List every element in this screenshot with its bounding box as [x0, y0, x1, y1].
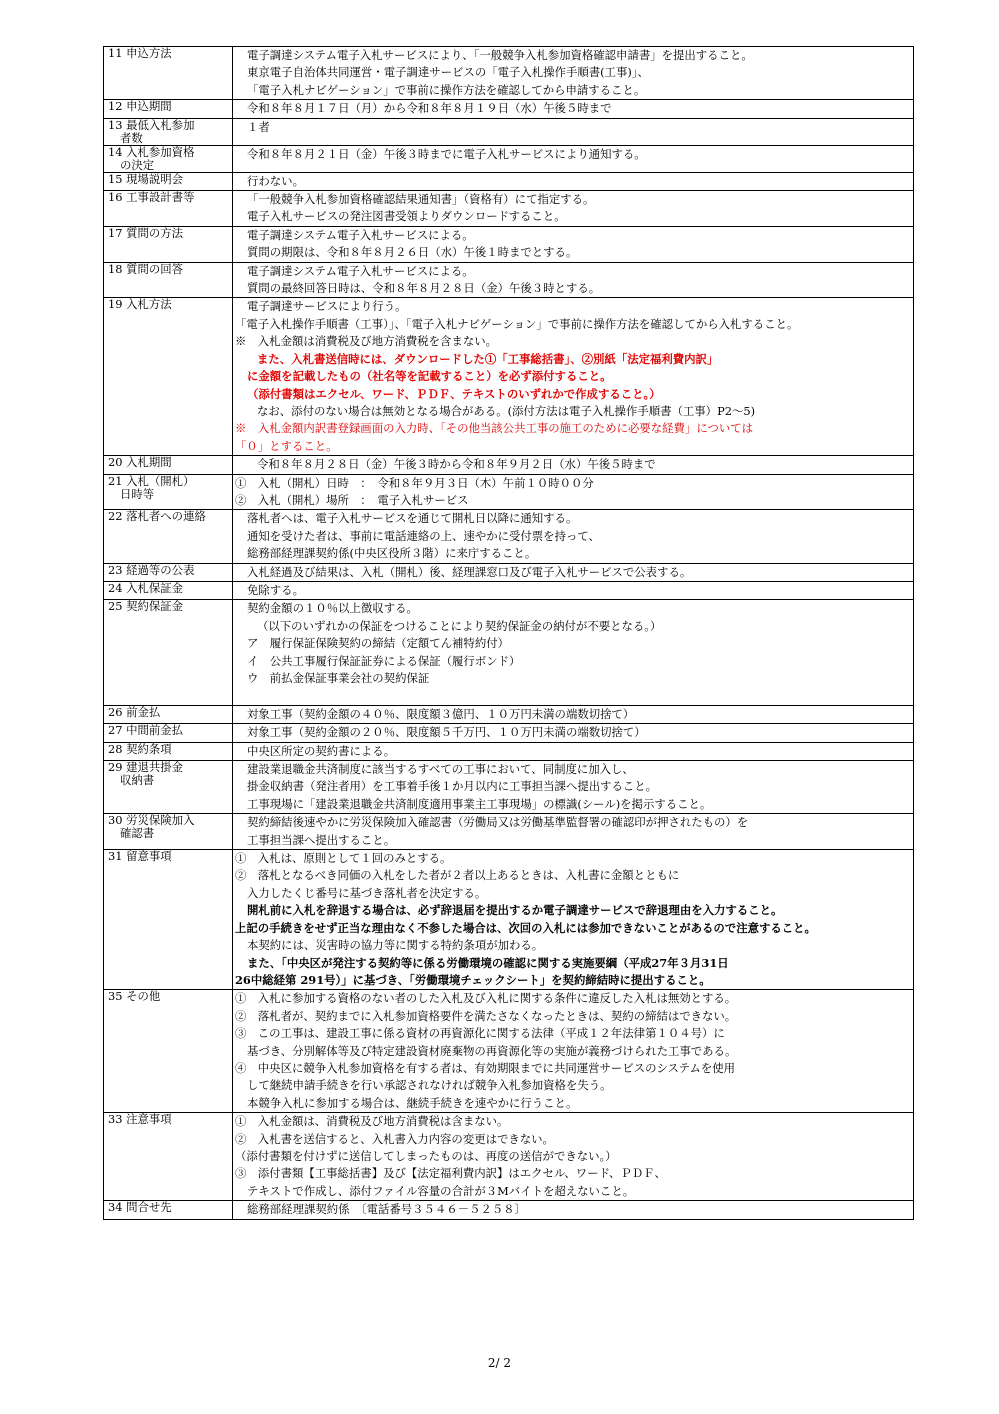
row-content	[233, 100, 914, 118]
row-label	[104, 474, 233, 510]
row-label	[104, 100, 233, 118]
content-line: また、「中央区が発注する契約等に係る労働環境の確認に関する実施要綱（平成27年３月31日	[247, 955, 729, 970]
table-row	[104, 118, 914, 145]
row-content	[233, 298, 914, 456]
content-line: なお、添付のない場合は無効となる場合がある。(添付方法は電子入札操作手順書（工事）P2～5)	[257, 403, 756, 418]
row-label	[104, 761, 233, 814]
content-line: 契約金額の１０％以上徴収する。	[247, 601, 418, 616]
row-label-text: 14 入札参加資格	[108, 144, 195, 159]
content-line: 契約締結後速やかに労災保険加入確認書（労働局又は労働基準監督署の確認印が押されたもの）を	[247, 815, 749, 830]
row-label-text: 18 質問の回答	[108, 261, 184, 276]
content-line: ウ 前払金保証事業会社の契約保証	[247, 671, 430, 685]
row-label-text: 22 落札者への連絡	[108, 509, 206, 524]
content-line: ② 入札書を送信すると、入札書入力内容の変更はできない。	[235, 1131, 554, 1146]
content-line: 入力したくじ番号に基づき落札者を決定する。	[247, 885, 487, 900]
content-line: 落札者へは、電子入札サービスを通じて開札日以降に通知する。	[247, 511, 578, 526]
content-line: ④ 中央区に競争入札参加資格を有する者は、有効期限までに共同運営サービスのシステムを使用	[235, 1060, 736, 1075]
content-line: ② 落札となるべき同価の入札をした者が２者以上あるときは、入札書に金額とともに	[235, 868, 680, 883]
content-line: （添付書類はエクセル、ワード、ＰＤＦ、テキストのいずれかで作成すること。）	[247, 386, 661, 401]
row-content	[233, 705, 914, 723]
content-line: 「電子入札ナビゲーション」で事前に操作方法を確認してから申請すること。	[247, 82, 646, 97]
table-row	[104, 850, 914, 990]
row-label	[104, 724, 233, 742]
row-label-text: の決定	[120, 157, 155, 172]
row-label-text: 15 現場説明会	[108, 171, 184, 186]
row-label	[104, 510, 233, 563]
row-content	[233, 262, 914, 298]
table-row	[104, 145, 914, 172]
row-label-text: 12 申込期間	[108, 99, 172, 114]
content-line: 電子調達システム電子入札サービスによる。	[247, 227, 474, 242]
content-line: 通知を受けた者は、事前に電話連絡の上、速やかに受付票を持って、	[247, 528, 600, 543]
content-line: 電子調達システム電子入札サービスによる。	[247, 263, 474, 278]
content-line: 掛金収納書（発注者用）を工事着手後１か月以内に工事担当課へ提出すること。	[247, 779, 658, 794]
row-label	[104, 581, 233, 599]
row-content	[233, 850, 914, 990]
row-label-text: 30 労災保険加入	[108, 813, 195, 828]
table-row	[104, 510, 914, 563]
content-line: 電子調達サービスにより行う。	[247, 299, 407, 314]
row-label-text: 35 その他	[108, 989, 161, 1004]
row-label	[104, 563, 233, 581]
row-label	[104, 145, 233, 172]
content-line: テキストで作成し、添付ファイル容量の合計が３Mバイトを超えないこと。	[247, 1183, 635, 1198]
row-content	[233, 118, 914, 145]
table-row	[104, 724, 914, 742]
content-line: 「電子入札操作手順書（工事）」、「電子入札ナビゲーション」で事前に操作方法を確認してから入札すること。	[235, 316, 799, 331]
row-label	[104, 600, 233, 705]
table-row	[104, 705, 914, 723]
content-line: （以下のいずれかの保証をつけることにより契約保証金の納付が不要となる。）	[257, 618, 662, 633]
content-line: ① 入札に参加する資格のない者のした入札及び入札に関する条件に違反した入札は無効とする。	[235, 991, 737, 1006]
row-label-text: 収納書	[120, 773, 155, 788]
row-label	[104, 814, 233, 850]
content-line: 基づき、分別解体等及び特定建設資材廃棄物の再資源化等の実施が義務づけられた工事である。	[247, 1043, 737, 1058]
row-content	[233, 47, 914, 100]
table-row	[104, 191, 914, 227]
table-row	[104, 581, 914, 599]
content-line: 「一般競争入札参加資格確認結果通知書」（資格有）にて指定する。	[247, 192, 595, 207]
table-row	[104, 1201, 914, 1219]
row-label	[104, 742, 233, 760]
content-line: 電子入札サービスの発注図書受領よりダウンロードすること。	[247, 209, 566, 224]
table-row	[104, 1113, 914, 1201]
row-label-text: 29 建退共掛金	[108, 760, 184, 775]
table-row	[104, 47, 914, 100]
content-line: 免除する。	[247, 582, 304, 597]
content-line: ① 入札金額は、消費税及び地方消費税は含まない。	[235, 1114, 509, 1129]
row-content	[233, 474, 914, 510]
row-content	[233, 581, 914, 599]
row-label-text: 25 契約保証金	[108, 599, 184, 614]
content-line: 電子調達システム電子入札サービスにより、「一般競争入札参加資格確認申請書」を提出すること。	[247, 48, 753, 62]
row-content	[233, 600, 914, 705]
content-line: に金額を記載したもの（社名等を記載すること）を必ず添付すること。	[247, 369, 612, 384]
table-row	[104, 600, 914, 705]
table-row	[104, 298, 914, 456]
content-line: ② 落札者が、契約までに入札参加資格要件を満たさなくなったときは、契約の締結はできない。	[235, 1008, 737, 1023]
content-line: 入札経過及び結果は、入札（開札）後、経理課窓口及び電子入札サービスで公表する。	[247, 564, 692, 579]
row-content	[233, 456, 914, 474]
content-line: 26中総経第 291号）」に基づき、「労働環境チェックシート」を契約締結時に提出すること。	[235, 972, 711, 987]
row-content	[233, 742, 914, 760]
row-content	[233, 724, 914, 742]
content-line	[235, 687, 911, 704]
content-line: 質問の最終回答日時は、令和８年８月２８日（金）午後３時とする。	[247, 281, 601, 296]
table-row	[104, 563, 914, 581]
row-label-text: 19 入札方法	[108, 297, 172, 312]
table-row	[104, 474, 914, 510]
content-line: 対象工事（契約金額の２０％、限度額５千万円、１０万円未満の端数切捨て）	[247, 725, 646, 740]
content-line: 本契約には、災害時の協力等に関する特約条項が加わる。	[247, 938, 544, 953]
table-row	[104, 814, 914, 850]
row-content	[233, 563, 914, 581]
table-row	[104, 456, 914, 474]
row-content	[233, 510, 914, 563]
row-label-text: 日時等	[120, 486, 155, 501]
content-line: ① 入札は、原則として１回のみとする。	[235, 851, 452, 866]
content-line: また、入札書送信時には、ダウンロードした①「工事総括書」、②別紙「法定福利費内訳」	[257, 351, 719, 366]
row-label-text: 13 最低入札参加	[108, 117, 195, 132]
content-line: 建設業退職金共済制度に該当するすべての工事において、同制度に加入し、	[247, 762, 634, 777]
row-label	[104, 172, 233, 190]
table-row	[104, 990, 914, 1113]
row-content	[233, 761, 914, 814]
row-content	[233, 1113, 914, 1201]
table-row	[104, 761, 914, 814]
content-line: １者	[247, 119, 270, 134]
row-label-text: 11 申込方法	[108, 46, 172, 60]
row-label-text: 33 注意事項	[108, 1112, 172, 1127]
row-label-text: 16 工事設計書等	[108, 190, 195, 205]
row-label-text: 31 留意事項	[108, 849, 172, 864]
row-content	[233, 1201, 914, 1219]
row-label	[104, 456, 233, 474]
row-label-text: 28 契約条項	[108, 741, 172, 756]
table-row	[104, 100, 914, 118]
row-label-text: 23 経過等の公表	[108, 562, 195, 577]
content-line: ※ 入札金額内訳書登録画面の入力時、「その他当該公共工事の施工のために必要な経費」については	[235, 421, 754, 436]
row-label	[104, 118, 233, 145]
content-line: 中央区所定の契約書による。	[247, 743, 396, 758]
content-line: イ 公共工事履行保証証券による保証（履行ボンド）	[247, 653, 521, 668]
content-line: して継続申請手続きを行い承認されなければ競争入札参加資格を失う。	[247, 1078, 612, 1093]
content-line: ※ 入札金額は消費税及び地方消費税を含まない。	[235, 334, 497, 349]
content-line: 令和８年８月２１日（金）午後３時までに電子入札サービスにより通知する。	[247, 146, 646, 161]
row-label	[104, 705, 233, 723]
row-label-text: 21 入札（開札）	[108, 473, 195, 488]
content-line: ア 履行保証保険契約の締結（定額てん補特約付）	[247, 636, 509, 651]
table-row	[104, 172, 914, 190]
row-content	[233, 226, 914, 262]
table-row	[104, 742, 914, 760]
row-label	[104, 990, 233, 1113]
table-row	[104, 226, 914, 262]
row-content	[233, 191, 914, 227]
content-line: 総務部経理課契約係(中央区役所３階）に来庁すること。	[247, 546, 537, 561]
content-line: 本競争入札に参加する場合は、継続手続きを速やかに行うこと。	[247, 1095, 578, 1110]
content-line: 開札前に入札を辞退する場合は、必ず辞退届を提出するか電子調達サービスで辞退理由を入力すること。	[247, 903, 783, 918]
row-content	[233, 990, 914, 1113]
row-label	[104, 1113, 233, 1201]
content-line: 対象工事（契約金額の４０％、限度額３億円、１０万円未満の端数切捨て）	[247, 706, 635, 721]
content-line: ③ 添付書類【工事総括書】及び【法定福利費内訳】はエクセル、ワード、ＰＤＦ、	[235, 1166, 666, 1181]
row-label	[104, 47, 233, 100]
content-line: ③ この工事は、建設工事に係る資材の再資源化に関する法律（平成１２年法律第１０４号）に	[235, 1026, 725, 1041]
content-line: 工事担当課へ提出すること。	[247, 832, 396, 847]
content-line: 令和８年８月１７日（月）から令和８年８月１９日（水）午後５時まで	[247, 101, 612, 116]
row-label	[104, 850, 233, 990]
content-line: 質問の期限は、令和８年８月２６日（水）午後１時までとする。	[247, 245, 578, 260]
row-label-text: 20 入札期間	[108, 455, 172, 470]
content-line: 工事現場に「建設業退職金共済制度適用事業主工事現場」の標識(シール)を掲示すること。	[247, 796, 712, 811]
content-line: 「０」とすること。	[235, 438, 338, 453]
content-line: 行わない。	[247, 173, 304, 188]
row-label-text: 27 中間前金払	[108, 723, 184, 738]
row-label-text: 17 質問の方法	[108, 225, 184, 240]
row-content	[233, 172, 914, 190]
row-label-text: 26 前金払	[108, 704, 161, 719]
row-label-text: 24 入札保証金	[108, 580, 184, 595]
content-line: 東京電子自治体共同運営・電子調達サービスの「電子入札操作手順書(工事)」、	[247, 65, 649, 80]
row-content	[233, 814, 914, 850]
content-line: ① 入札（開札）日時 ： 令和８年９月３日（木）午前１０時００分	[235, 475, 594, 490]
content-line: （添付書類を付けずに送信してしまったものは、再度の送信ができない。）	[235, 1148, 617, 1163]
content-line: 総務部経理課契約係 〔電話番号３５４６－５２５８〕	[247, 1202, 527, 1217]
row-label-text: 者数	[120, 130, 143, 145]
row-label	[104, 1201, 233, 1219]
row-label	[104, 262, 233, 298]
content-line: 上記の手続きをせず正当な理由なく不参した場合は、次回の入札には参加できないことがあるので注意すること。	[235, 920, 816, 935]
bid-info-table	[103, 46, 914, 1220]
row-label-text: 確認書	[120, 826, 155, 841]
row-label	[104, 298, 233, 456]
row-content	[233, 145, 914, 172]
content-line: ② 入札（開札）場所 ： 電子入札サービス	[235, 492, 469, 507]
row-label	[104, 226, 233, 262]
row-label-text: 34 問合せ先	[108, 1200, 172, 1215]
page-number: 2/ 2	[487, 1356, 512, 1370]
row-label	[104, 191, 233, 227]
content-line: 令和８年８月２８日（金）午後３時から令和８年９月２日（水）午後５時まで	[257, 457, 656, 472]
table-row	[104, 262, 914, 298]
